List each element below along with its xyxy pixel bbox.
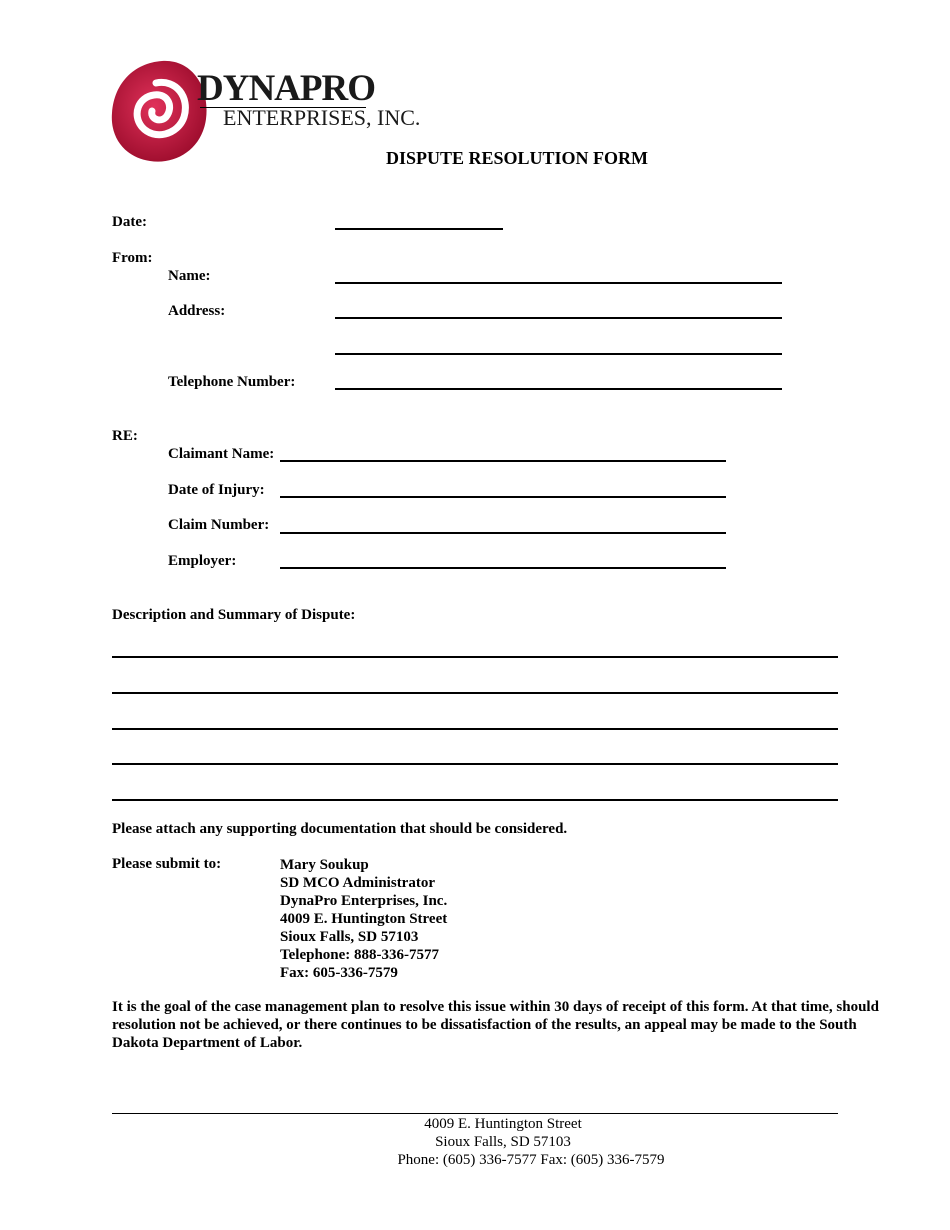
submit-name: Mary Soukup (280, 857, 369, 873)
submit-fax: Fax: 605-336-7579 (280, 965, 398, 981)
submit-street: 4009 E. Huntington Street (280, 911, 448, 927)
telephone-field[interactable] (335, 388, 782, 390)
description-line[interactable] (112, 728, 838, 730)
address-field-line-1[interactable] (335, 317, 782, 319)
address-field-line-2[interactable] (335, 353, 782, 355)
description-line[interactable] (112, 799, 838, 801)
date-of-injury-label: Date of Injury: (168, 482, 265, 498)
page-title: DISPUTE RESOLUTION FORM (386, 148, 649, 168)
footer-phone: Phone: (605) 336-7577 Fax: (605) 336-7579 (397, 1152, 665, 1168)
submit-telephone: Telephone: 888-336-7577 (280, 947, 440, 963)
claimant-name-field[interactable] (280, 460, 726, 462)
date-field[interactable] (335, 228, 503, 230)
claim-number-label: Claim Number: (168, 517, 270, 533)
employer-field[interactable] (280, 567, 726, 569)
submit-label: Please submit to: (112, 856, 222, 872)
footer-divider (112, 1113, 838, 1114)
description-label: Description and Summary of Dispute: (112, 607, 356, 623)
from-label: From: (112, 250, 153, 266)
submit-title: SD MCO Administrator (280, 875, 435, 891)
swirl-logo-icon (110, 57, 210, 167)
description-line[interactable] (112, 692, 838, 694)
attach-note: Please attach any supporting documentation that should be considered. (112, 821, 568, 837)
footer-street: 4009 E. Huntington Street (424, 1116, 582, 1132)
telephone-label: Telephone Number: (168, 374, 296, 390)
logo-brand-sub: ENTERPRISES, INC. (223, 105, 421, 130)
claim-number-field[interactable] (280, 532, 726, 534)
re-label: RE: (112, 428, 138, 444)
logo-brand-main: DYNAPRO (197, 68, 375, 109)
description-line[interactable] (112, 656, 838, 658)
date-of-injury-field[interactable] (280, 496, 726, 498)
footer-city: Sioux Falls, SD 57103 (435, 1134, 571, 1150)
name-field[interactable] (335, 282, 782, 284)
date-label: Date: (112, 214, 147, 230)
goal-paragraph: It is the goal of the case management plan to resolve this issue within 30 days of receipt of this form. At that time, should resolution not be achieved, or there continues to be dissatisfaction of the results, an appeal may be made to the South Dakota Department of Labor. (112, 999, 879, 1051)
claimant-name-label: Claimant Name: (168, 446, 275, 462)
name-label: Name: (168, 268, 211, 284)
address-label: Address: (168, 303, 226, 319)
description-line[interactable] (112, 763, 838, 765)
submit-company: DynaPro Enterprises, Inc. (280, 893, 448, 909)
submit-city: Sioux Falls, SD 57103 (280, 929, 419, 945)
employer-label: Employer: (168, 553, 237, 569)
